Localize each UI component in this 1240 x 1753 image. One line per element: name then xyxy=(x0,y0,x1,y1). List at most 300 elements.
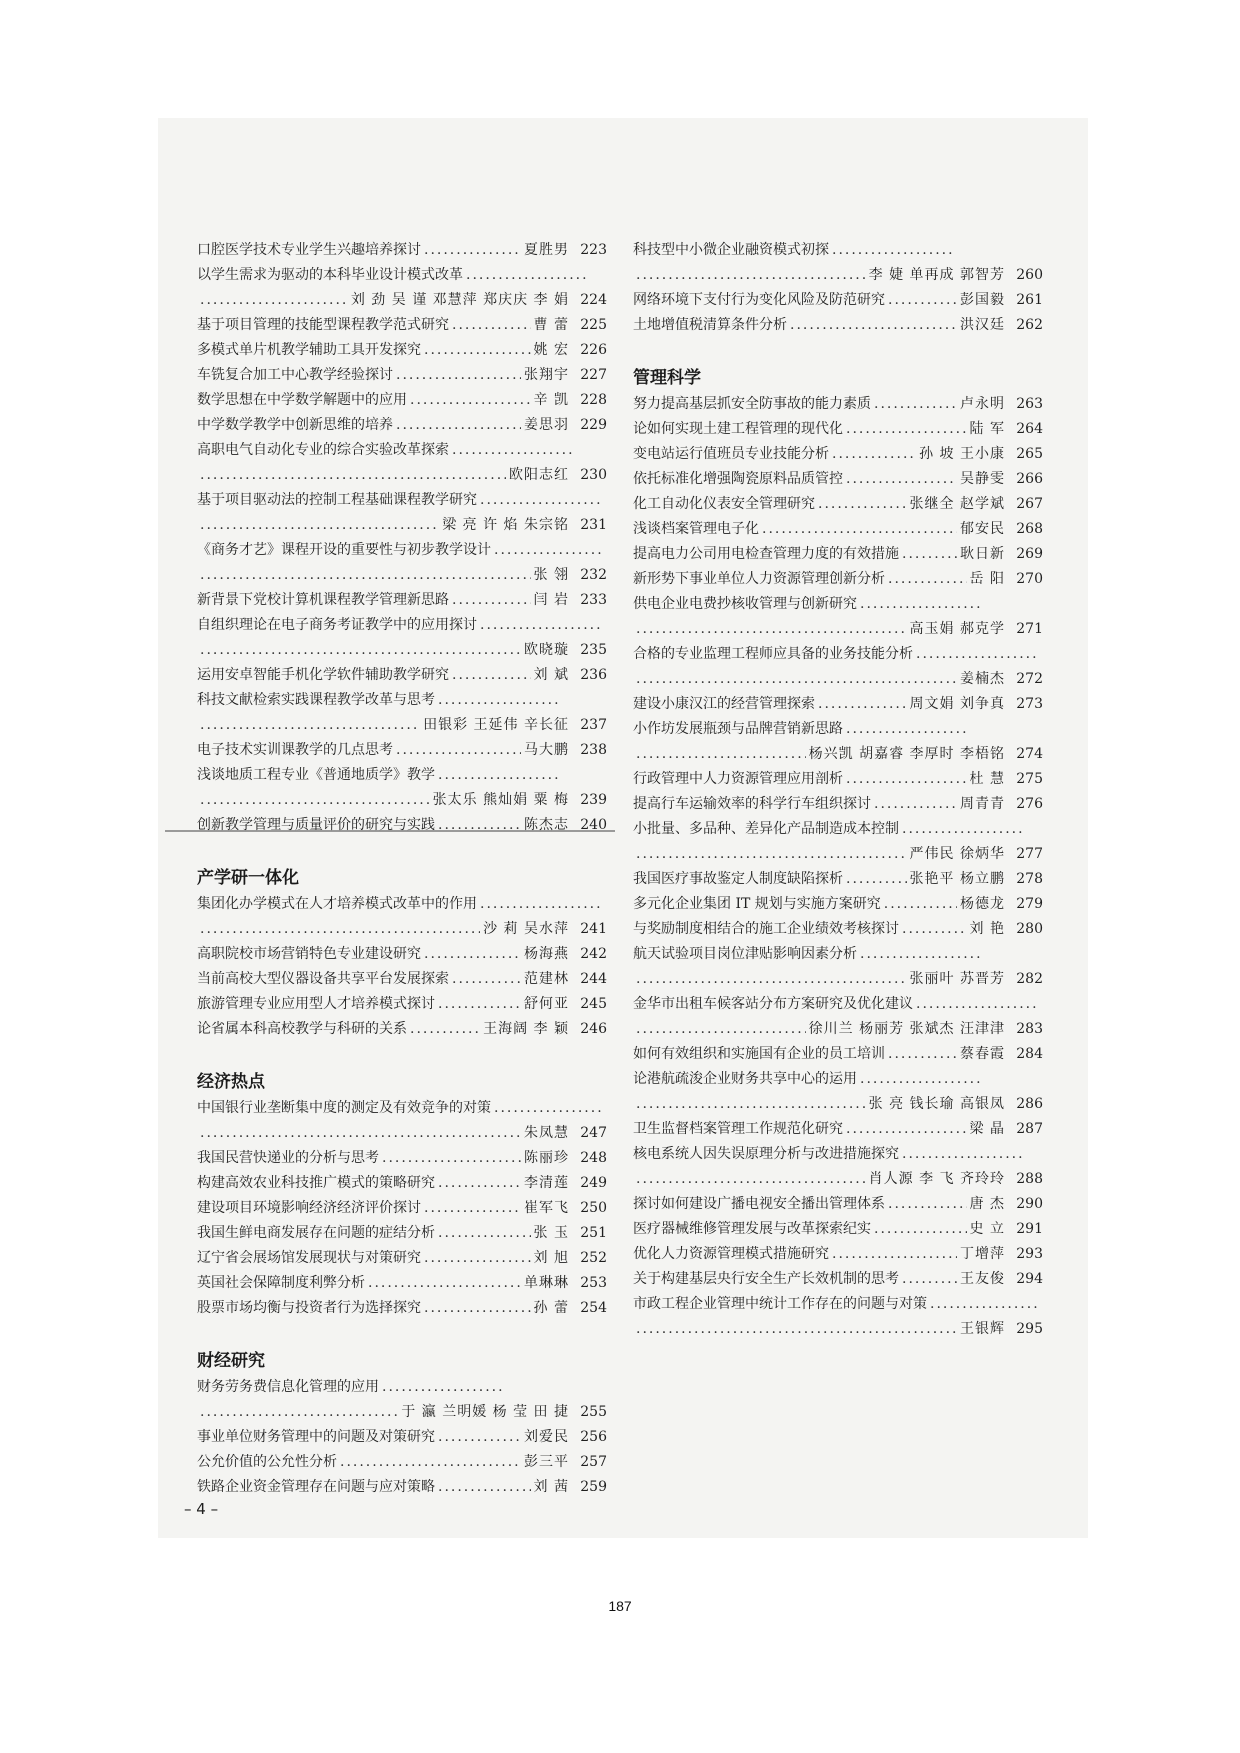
entry-authors: 岳 阳 xyxy=(969,571,1005,587)
entry-authors: 单琳琳 xyxy=(524,1275,569,1291)
entry-page: 236 xyxy=(580,667,607,683)
entry-page: 264 xyxy=(1016,421,1043,437)
leader-dots xyxy=(790,313,957,338)
entry-authors: 姚 宏 xyxy=(533,342,569,358)
entry-title: 提高电力公司用电检查管理力度的有效措施 xyxy=(633,546,899,562)
entry-authors: 陆 军 xyxy=(969,421,1005,437)
toc-entry[interactable] xyxy=(197,613,607,638)
entry-authors: 丁增萍 xyxy=(960,1246,1005,1262)
toc-right-column xyxy=(633,238,1043,1342)
leader-dots xyxy=(452,967,521,992)
toc-entry[interactable] xyxy=(633,767,1043,792)
toc-entry[interactable] xyxy=(633,1317,1043,1342)
toc-entry[interactable] xyxy=(197,638,607,663)
entry-authors: 史 立 xyxy=(969,1221,1005,1237)
leader-dots xyxy=(636,1017,806,1042)
entry-title: 旅游管理专业应用型人才培养模式探讨 xyxy=(197,996,435,1012)
entry-title: 数学思想在中学数学解题中的应用 xyxy=(197,392,407,408)
entry-title: 关于构建基层央行安全生产长效机制的思考 xyxy=(633,1271,899,1287)
leader-dots xyxy=(424,1246,531,1271)
toc-entry[interactable] xyxy=(197,1096,607,1121)
entry-authors: 孙 蕾 xyxy=(533,1300,569,1316)
entry-authors: 杜 慧 xyxy=(969,771,1005,787)
entry-page: 271 xyxy=(1016,621,1043,637)
toc-entry[interactable] xyxy=(197,917,607,942)
entry-title: 金华市出租车候客站分布方案研究及优化建议 xyxy=(633,996,913,1012)
toc-entry[interactable] xyxy=(633,942,1043,967)
section-heading: 管理科学 xyxy=(633,368,701,388)
entry-page: 225 xyxy=(580,317,607,333)
toc-entry[interactable] xyxy=(197,338,607,363)
toc-entry[interactable] xyxy=(197,363,607,388)
leader-dots xyxy=(636,1317,957,1342)
toc-entry[interactable] xyxy=(633,917,1043,942)
entry-authors: 沙 莉 吴水萍 xyxy=(483,921,569,937)
entry-authors: 卢永明 xyxy=(960,396,1005,412)
entry-authors: 张继全 赵学斌 xyxy=(909,496,1005,512)
section-heading: 经济热点 xyxy=(197,1072,265,1092)
toc-entry[interactable] xyxy=(633,692,1043,717)
entry-title: 事业单位财务管理中的问题及对策研究 xyxy=(197,1429,435,1445)
entry-authors: 欧阳志红 xyxy=(509,467,569,483)
entry-authors: 吴静雯 xyxy=(960,471,1005,487)
toc-entry[interactable] xyxy=(633,1217,1043,1242)
leader-dots xyxy=(340,1450,521,1475)
entry-page: 275 xyxy=(1016,771,1043,787)
toc-entry[interactable] xyxy=(197,438,607,463)
entry-page: 262 xyxy=(1016,317,1043,333)
toc-entry[interactable] xyxy=(633,467,1043,492)
entry-page: 277 xyxy=(1016,846,1043,862)
entry-title: 自组织理论在电子商务考证教学中的应用探讨 xyxy=(197,617,477,633)
section-heading: 财经研究 xyxy=(197,1351,265,1371)
entry-authors: 严伟民 徐炳华 xyxy=(909,846,1005,862)
entry-authors: 彭三平 xyxy=(524,1454,569,1470)
toc-entry[interactable] xyxy=(633,792,1043,817)
toc-entry[interactable] xyxy=(633,1292,1043,1317)
entry-page: 248 xyxy=(580,1150,607,1166)
entry-page: 228 xyxy=(580,392,607,408)
leader-dots xyxy=(410,1017,480,1042)
leader-dots xyxy=(396,413,521,438)
entry-page: 266 xyxy=(1016,471,1043,487)
leader-dots xyxy=(438,688,558,713)
entry-page: 286 xyxy=(1016,1096,1043,1112)
leader-dots xyxy=(200,917,480,942)
toc-left-column xyxy=(197,238,607,1500)
leader-dots xyxy=(368,1271,521,1296)
leader-dots xyxy=(636,617,907,642)
entry-title: 如何有效组织和实施国有企业的员工培训 xyxy=(633,1046,885,1062)
leader-dots xyxy=(466,263,586,288)
toc-entry[interactable] xyxy=(197,942,607,967)
toc-entry[interactable] xyxy=(197,1475,607,1500)
entry-page: 270 xyxy=(1016,571,1043,587)
entry-authors: 张 玉 xyxy=(533,1225,569,1241)
leader-dots xyxy=(200,288,348,313)
leader-dots xyxy=(902,1267,957,1292)
entry-page: 261 xyxy=(1016,292,1043,308)
entry-authors: 马大鹏 xyxy=(524,742,569,758)
leader-dots xyxy=(902,917,967,942)
entry-page: 287 xyxy=(1016,1121,1043,1137)
leader-dots xyxy=(494,538,604,563)
entry-authors: 张 翎 xyxy=(533,567,569,583)
toc-entry[interactable] xyxy=(633,817,1043,842)
entry-title: 航天试验项目岗位津贴影响因素分析 xyxy=(633,946,857,962)
entry-page: 224 xyxy=(580,292,607,308)
toc-entry[interactable] xyxy=(633,1042,1043,1067)
toc-entry[interactable] xyxy=(197,738,607,763)
entry-authors: 高玉娟 郝克学 xyxy=(909,621,1005,637)
entry-title: 新背景下党校计算机课程教学管理新思路 xyxy=(197,592,449,608)
entry-page: 293 xyxy=(1016,1246,1043,1262)
leader-dots xyxy=(396,738,521,763)
toc-entry[interactable] xyxy=(633,567,1043,592)
toc-entry[interactable] xyxy=(633,313,1043,338)
toc-entry[interactable] xyxy=(633,492,1043,517)
toc-entry[interactable] xyxy=(197,1121,607,1146)
entry-page: 242 xyxy=(580,946,607,962)
toc-entry[interactable] xyxy=(197,1296,607,1321)
toc-entry[interactable] xyxy=(633,742,1043,767)
toc-entry[interactable] xyxy=(197,288,607,313)
entry-page: 237 xyxy=(580,717,607,733)
entry-title: 电子技术实训课教学的几点思考 xyxy=(197,742,393,758)
toc-entry[interactable] xyxy=(633,892,1043,917)
entry-page: 290 xyxy=(1016,1196,1043,1212)
entry-authors: 崔军飞 xyxy=(524,1200,569,1216)
entry-title: 公允价值的公允性分析 xyxy=(197,1454,337,1470)
entry-title: 优化人力资源管理模式措施研究 xyxy=(633,1246,829,1262)
toc-entry[interactable] xyxy=(197,892,607,917)
leader-dots xyxy=(818,692,907,717)
leader-dots xyxy=(846,717,966,742)
leader-dots xyxy=(382,1146,521,1171)
entry-title: 医疗器械维修管理发展与改革探索纪实 xyxy=(633,1221,871,1237)
toc-entry[interactable] xyxy=(197,588,607,613)
entry-authors: 周青青 xyxy=(960,796,1005,812)
entry-title: 我国民营快递业的分析与思考 xyxy=(197,1150,379,1166)
leader-dots xyxy=(200,463,506,488)
entry-title: 探讨如何建设广播电视安全播出管理体系 xyxy=(633,1196,885,1212)
entry-authors: 田银彩 王延伟 辛长征 xyxy=(423,717,569,733)
entry-authors: 张太乐 熊灿娟 粟 梅 xyxy=(432,792,569,808)
leader-dots xyxy=(818,492,907,517)
toc-entry[interactable] xyxy=(633,867,1043,892)
leader-dots xyxy=(832,1242,957,1267)
toc-entry[interactable] xyxy=(197,967,607,992)
entry-title: 以学生需求为驱动的本科毕业设计模式改革 xyxy=(197,267,463,283)
leader-dots xyxy=(846,1117,967,1142)
leader-dots xyxy=(438,1221,531,1246)
toc-entry[interactable] xyxy=(197,513,607,538)
entry-authors: 陈丽珍 xyxy=(524,1150,569,1166)
entry-page: 223 xyxy=(580,242,607,258)
entry-page: 251 xyxy=(580,1225,607,1241)
entry-authors: 肖人源 李 飞 齐玲玲 xyxy=(868,1171,1005,1187)
entry-title: 财务劳务费信息化管理的应用 xyxy=(197,1379,379,1395)
entry-title: 小作坊发展瓶颈与品牌营销新思路 xyxy=(633,721,843,737)
entry-page: 282 xyxy=(1016,971,1043,987)
leader-dots xyxy=(438,1171,521,1196)
toc-entry[interactable] xyxy=(197,263,607,288)
entry-page: 246 xyxy=(580,1021,607,1037)
entry-authors: 徐川兰 杨丽芳 张斌杰 汪津津 xyxy=(808,1021,1005,1037)
leader-dots xyxy=(452,438,572,463)
entry-page: 276 xyxy=(1016,796,1043,812)
entry-title: 建设项目环境影响经济经济评价探讨 xyxy=(197,1200,421,1216)
toc-entry[interactable] xyxy=(633,238,1043,263)
entry-page: 294 xyxy=(1016,1271,1043,1287)
toc-entry[interactable] xyxy=(197,1017,607,1042)
leader-dots xyxy=(846,467,957,492)
leader-dots xyxy=(200,713,420,738)
toc-entry[interactable] xyxy=(633,288,1043,313)
leader-dots xyxy=(636,263,866,288)
entry-page: 284 xyxy=(1016,1046,1043,1062)
leader-dots xyxy=(888,288,957,313)
entry-page: 233 xyxy=(580,592,607,608)
entry-authors: 唐 杰 xyxy=(969,1196,1005,1212)
leader-dots xyxy=(636,1092,866,1117)
toc-entry[interactable] xyxy=(633,717,1043,742)
entry-page: 268 xyxy=(1016,521,1043,537)
leader-dots xyxy=(200,788,430,813)
entry-title: 依托标准化增强陶瓷原料品质管控 xyxy=(633,471,843,487)
journal-folio: – 4 – xyxy=(184,1500,219,1518)
entry-authors: 蔡春霞 xyxy=(960,1046,1005,1062)
entry-page: 254 xyxy=(580,1300,607,1316)
leader-dots xyxy=(902,1142,1022,1167)
entry-page: 250 xyxy=(580,1200,607,1216)
entry-authors: 张艳平 杨立鹏 xyxy=(909,871,1005,887)
entry-page: 253 xyxy=(580,1275,607,1291)
toc-entry[interactable] xyxy=(633,1017,1043,1042)
entry-authors: 姜楠杰 xyxy=(960,671,1005,687)
entry-authors: 杨海燕 xyxy=(524,946,569,962)
entry-authors: 杨兴凯 胡嘉睿 李厚时 李梧铭 xyxy=(808,746,1005,762)
toc-entry[interactable] xyxy=(197,1375,607,1400)
leader-dots xyxy=(200,638,521,663)
leader-dots xyxy=(636,742,806,767)
toc-entry[interactable] xyxy=(633,992,1043,1017)
entry-authors: 于 瀛 兰明媛 杨 莹 田 捷 xyxy=(401,1404,569,1420)
toc-entry[interactable] xyxy=(197,538,607,563)
entry-page: 229 xyxy=(580,417,607,433)
leader-dots xyxy=(452,588,531,613)
leader-dots xyxy=(860,942,980,967)
leader-dots xyxy=(902,542,957,567)
entry-page: 247 xyxy=(580,1125,607,1141)
entry-title: 市政工程企业管理中统计工作存在的问题与对策 xyxy=(633,1296,927,1312)
toc-entry[interactable] xyxy=(633,642,1043,667)
toc-entry[interactable] xyxy=(197,688,607,713)
entry-authors: 刘 劲 吴 谨 邓慧萍 郑庆庆 李 娟 xyxy=(350,292,569,308)
page-number: 187 xyxy=(608,1598,632,1614)
entry-title: 论港航疏浚企业财务共享中心的运用 xyxy=(633,1071,857,1087)
entry-authors: 张丽叶 苏晋芳 xyxy=(909,971,1005,987)
toc-entry[interactable] xyxy=(633,1167,1043,1192)
toc-entry[interactable] xyxy=(633,1142,1043,1167)
leader-dots xyxy=(200,513,439,538)
entry-authors: 曹 蕾 xyxy=(533,317,569,333)
toc-entry[interactable] xyxy=(633,1267,1043,1292)
entry-title: 车铣复合加工中心教学经验探讨 xyxy=(197,367,393,383)
toc-entry[interactable] xyxy=(197,388,607,413)
entry-page: 232 xyxy=(580,567,607,583)
toc-entry[interactable] xyxy=(197,763,607,788)
entry-title: 核电系统人因失误原理分析与改进措施探究 xyxy=(633,1146,899,1162)
leader-dots xyxy=(874,792,957,817)
entry-page: 283 xyxy=(1016,1021,1043,1037)
toc-entry[interactable] xyxy=(633,1067,1043,1092)
toc-entry[interactable] xyxy=(197,488,607,513)
toc-entry[interactable] xyxy=(633,517,1043,542)
leader-dots xyxy=(438,813,521,838)
toc-entry[interactable] xyxy=(633,592,1043,617)
toc-entry[interactable] xyxy=(633,1092,1043,1117)
entry-authors: 辛 凯 xyxy=(533,392,569,408)
toc-entry[interactable] xyxy=(197,663,607,688)
entry-title: 提高行车运输效率的科学行车组织探讨 xyxy=(633,796,871,812)
toc-entry[interactable] xyxy=(197,1146,607,1171)
toc-entry[interactable] xyxy=(197,1450,607,1475)
entry-title: 小批量、多品种、差异化产品制造成本控制 xyxy=(633,821,899,837)
leader-dots xyxy=(480,892,600,917)
toc-entry[interactable] xyxy=(197,788,607,813)
leader-dots xyxy=(424,1196,521,1221)
toc-entry[interactable] xyxy=(633,417,1043,442)
entry-title: 建设小康汉江的经营管理探索 xyxy=(633,696,815,712)
entry-title: 行政管理中人力资源管理应用剖析 xyxy=(633,771,843,787)
entry-title: 创新教学管理与质量评价的研究与实践 xyxy=(197,817,435,833)
leader-dots xyxy=(636,667,957,692)
toc-entry[interactable] xyxy=(197,1221,607,1246)
entry-page: 272 xyxy=(1016,671,1043,687)
toc-entry[interactable] xyxy=(197,1171,607,1196)
entry-title: 股票市场均衡与投资者行为选择探究 xyxy=(197,1300,421,1316)
leader-dots xyxy=(636,1167,866,1192)
leader-dots xyxy=(200,563,531,588)
leader-dots xyxy=(396,363,521,388)
leader-dots xyxy=(438,992,521,1017)
toc-entry[interactable] xyxy=(197,813,607,838)
leader-dots xyxy=(888,1192,967,1217)
entry-page: 260 xyxy=(1016,267,1043,283)
leader-dots xyxy=(452,313,531,338)
leader-dots xyxy=(874,392,957,417)
leader-dots xyxy=(846,867,907,892)
entry-title: 论省属本科高校教学与科研的关系 xyxy=(197,1021,407,1037)
leader-dots xyxy=(636,842,907,867)
entry-page: 265 xyxy=(1016,446,1043,462)
leader-dots xyxy=(832,238,952,263)
entry-authors: 张翔宇 xyxy=(524,367,569,383)
toc-entry[interactable] xyxy=(633,617,1043,642)
toc-entry[interactable] xyxy=(197,1271,607,1296)
toc-entry[interactable] xyxy=(633,542,1043,567)
leader-dots xyxy=(636,967,907,992)
leader-dots xyxy=(200,1121,521,1146)
leader-dots xyxy=(762,517,957,542)
toc-entry[interactable] xyxy=(197,563,607,588)
entry-page: 227 xyxy=(580,367,607,383)
toc-entry[interactable] xyxy=(633,1192,1043,1217)
leader-dots xyxy=(846,417,967,442)
entry-authors: 欧晓璇 xyxy=(524,642,569,658)
entry-title: 科技型中小微企业融资模式初探 xyxy=(633,242,829,258)
entry-page: 239 xyxy=(580,792,607,808)
entry-title: 我国生鲜电商发展存在问题的症结分析 xyxy=(197,1225,435,1241)
entry-title: 供电企业电费抄核收管理与创新研究 xyxy=(633,596,857,612)
entry-title: 浅谈地质工程专业《普通地质学》教学 xyxy=(197,767,435,783)
entry-page: 263 xyxy=(1016,396,1043,412)
entry-authors: 刘 斌 xyxy=(533,667,569,683)
toc-entry[interactable] xyxy=(197,1425,607,1450)
entry-authors: 周文娟 刘争真 xyxy=(909,696,1005,712)
toc-entry[interactable] xyxy=(197,713,607,738)
leader-dots xyxy=(930,1292,1040,1317)
leader-dots xyxy=(438,763,558,788)
entry-page: 235 xyxy=(580,642,607,658)
leader-dots xyxy=(480,613,600,638)
toc-entry[interactable] xyxy=(633,263,1043,288)
toc-entry[interactable] xyxy=(633,1242,1043,1267)
toc-entry[interactable] xyxy=(197,1400,607,1425)
toc-entry[interactable] xyxy=(633,442,1043,467)
entry-page: 256 xyxy=(580,1429,607,1445)
entry-page: 226 xyxy=(580,342,607,358)
toc-entry[interactable] xyxy=(197,1196,607,1221)
toc-entry[interactable] xyxy=(197,992,607,1017)
entry-title: 高职院校市场营销特色专业建设研究 xyxy=(197,946,421,962)
toc-entry[interactable] xyxy=(197,1246,607,1271)
toc-entry[interactable] xyxy=(633,842,1043,867)
leader-dots xyxy=(452,663,531,688)
entry-title: 构建高效农业科技推广模式的策略研究 xyxy=(197,1175,435,1191)
toc-entry[interactable] xyxy=(633,392,1043,417)
entry-authors: 彭国毅 xyxy=(960,292,1005,308)
entry-title: 基于项目管理的技能型课程教学范式研究 xyxy=(197,317,449,333)
toc-entry[interactable] xyxy=(633,1117,1043,1142)
entry-page: 291 xyxy=(1016,1221,1043,1237)
leader-dots xyxy=(494,1096,604,1121)
entry-page: 238 xyxy=(580,742,607,758)
section-gap xyxy=(197,1042,607,1060)
entry-title: 当前高校大型仪器设备共享平台发展探索 xyxy=(197,971,449,987)
leader-dots xyxy=(860,1067,980,1092)
entry-page: 252 xyxy=(580,1250,607,1266)
toc-entry[interactable] xyxy=(197,463,607,488)
entry-page: 241 xyxy=(580,921,607,937)
entry-authors: 洪汉廷 xyxy=(960,317,1005,333)
entry-authors: 梁 晶 xyxy=(969,1121,1005,1137)
entry-authors: 闫 岩 xyxy=(533,592,569,608)
toc-entry[interactable] xyxy=(633,967,1043,992)
toc-entry[interactable] xyxy=(197,238,607,263)
toc-entry[interactable] xyxy=(197,413,607,438)
leader-dots xyxy=(438,1425,521,1450)
toc-entry[interactable] xyxy=(197,313,607,338)
toc-entry[interactable] xyxy=(633,667,1043,692)
entry-title: 卫生监督档案管理工作规范化研究 xyxy=(633,1121,843,1137)
leader-dots xyxy=(438,1475,531,1500)
entry-authors: 刘爱民 xyxy=(524,1429,569,1445)
entry-page: 295 xyxy=(1016,1321,1043,1337)
leader-dots xyxy=(424,942,521,967)
section-heading: 产学研一体化 xyxy=(197,868,299,888)
